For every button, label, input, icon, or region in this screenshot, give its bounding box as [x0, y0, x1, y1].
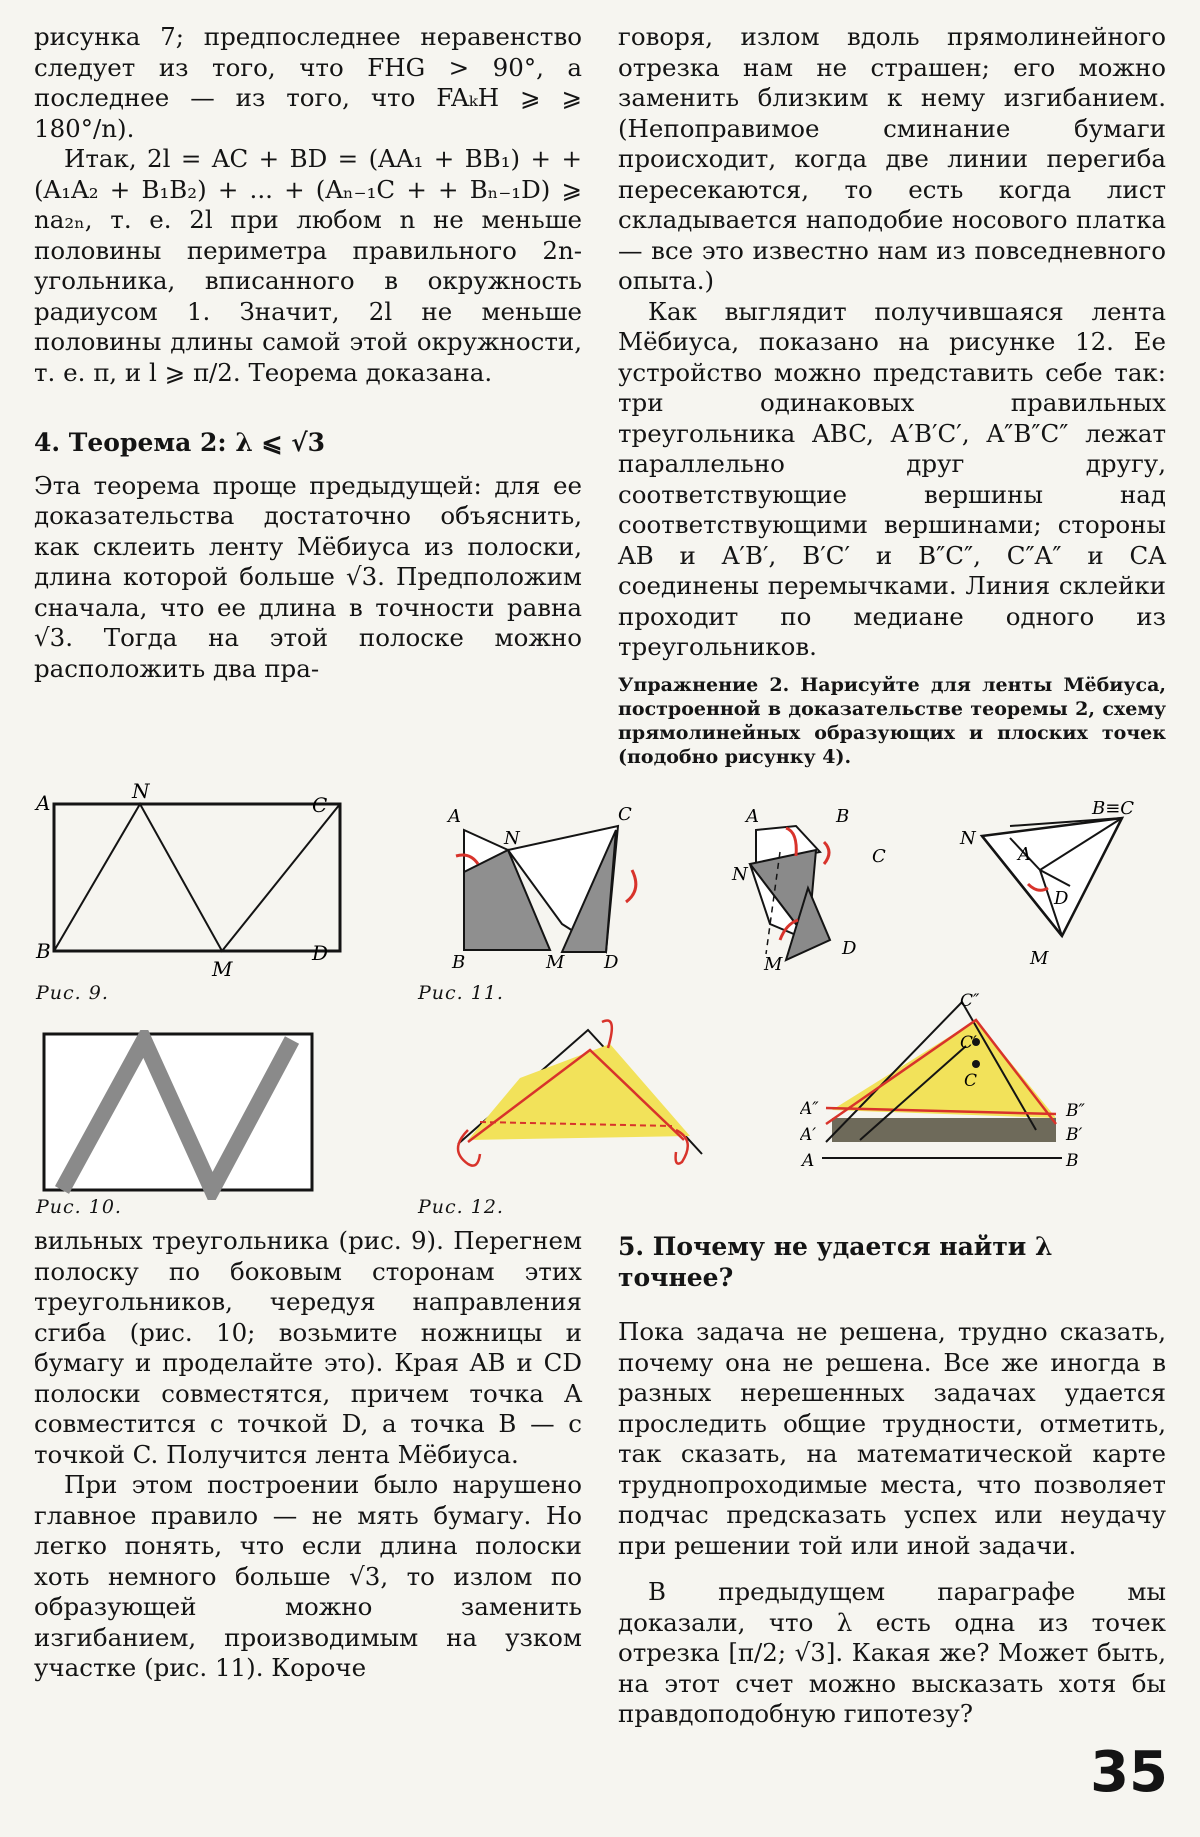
fig11b-label-A: A: [746, 806, 759, 827]
fig11c-label-BC: B≡C: [1092, 800, 1135, 819]
fig11b-label-M: M: [764, 954, 783, 975]
fig11a-label-A: A: [448, 806, 461, 827]
page-number: 35: [1090, 1740, 1168, 1805]
figure-11-step-2: [720, 800, 900, 980]
right-column: [618, 22, 1166, 769]
left-bottom-paragraph-1: вильных треугольника (рис. 9). Перегнем полоску по боковым сторонам этих треугольников, чередуя направления сгиба (рис. 10; возьмите ножницы и бумагу и проделайте это). Края AB и CD полоски совместятся, причем точка A совместится с точкой D, а точка B — с точкой C. Получится лента Мёбиуса.: [34, 1226, 582, 1469]
fig12-label-B2: B″: [1066, 1101, 1085, 1121]
fig9-label-C: C: [312, 793, 328, 817]
left-paragraph-1: рисунка 7; предпоследнее неравенство следует из того, что FHG > 90°, а последнее — из того, что FAₖH ⩾ ⩾ 180°/n).: [34, 22, 582, 143]
fig12-label-A2: A″: [800, 1099, 819, 1119]
fig9-label-N: N: [132, 780, 150, 803]
fig12-label-B0: B: [1066, 1151, 1079, 1171]
fig12-label-C1: C′: [960, 1033, 977, 1053]
exercise-2: Упражнение 2. Нарисуйте для ленты Мёбиуса, построенной в доказательстве теоремы 2, схему прямолинейных образующих и плоских точек (подобно рисунку 4).: [618, 673, 1166, 768]
fig11a-label-B: B: [452, 952, 466, 973]
fig9-label-A: A: [36, 791, 51, 815]
fig12-label-C0: C: [964, 1071, 978, 1091]
fig11c-label-N: N: [960, 828, 976, 849]
fig11a-label-M: M: [546, 952, 565, 973]
right-bottom-paragraph-2: В предыдущем параграфе мы доказали, что λ есть одна из точек отрезка [π/2; √3]. Какая же? Может быть, на этот счет можно высказать хотя бы правдоподобную гипотезу?: [618, 1577, 1166, 1728]
fig11c-label-A: A: [1018, 844, 1031, 865]
right-bottom-paragraph-1: Пока задача не решена, трудно сказать, почему она не решена. Все же иногда в разных нерешенных задачах удается проследить общие трудности, отметить, так сказать, на математической карте труднопроходимые места, что позволяет подчас предсказать успех или неудачу при решении той или иной задачи.: [618, 1317, 1166, 1560]
fig11c-label-M: M: [1030, 948, 1049, 969]
fig12-caption: Рис. 12.: [418, 1196, 504, 1218]
fig11b-label-N: N: [732, 864, 748, 885]
fig11a-label-N: N: [504, 828, 520, 849]
figure-12-right: [800, 990, 1130, 1180]
right-paragraph-2: Как выглядит получившаяся лента Мёбиуса, показано на рисунке 12. Ее устройство можно представить себе так: три одинаковых правильных треугольника ABC, A′B′C′, A″B″C″ лежат параллельно друг другу, соответствующие вершины над соответствующими вершинами; стороны AB и A′B′, B′C′ и B″C″, C″A″ и CA соединены перемычками. Линия склейки проходит по медиане одного из треугольников.: [618, 296, 1166, 661]
right-column-bottom: [618, 1232, 1166, 1730]
fig11c-label-D: D: [1054, 888, 1069, 909]
fig11b-label-C: C: [872, 846, 886, 867]
fig9-caption: Рис. 9.: [36, 982, 109, 1004]
fig10-caption: Рис. 10.: [36, 1196, 122, 1218]
fig12-label-C2: C″: [960, 991, 980, 1011]
figure-11-step-3: [950, 800, 1170, 980]
fig11b-label-D: D: [842, 938, 857, 959]
fig11b-label-B: B: [836, 806, 850, 827]
figure-9: [30, 780, 350, 980]
left-paragraph-2: Итак, 2l = AC + BD = (AA₁ + BB₁) + + (A₁A₂ + B₁B₂) + ... + (Aₙ₋₁C + + Bₙ₋₁D) ⩾ na₂ₙ, т. е. 2l при любом n не меньше половины периметра правильного 2n-угольника, вписанного в окружность радиусом 1. Значит, 2l не меньше половины длины самой этой окружности, т. е. π, и l ⩾ π/2. Теорема доказана.: [34, 144, 582, 387]
fig11a-label-D: D: [604, 952, 619, 973]
fig12-label-A1: A′: [800, 1125, 817, 1145]
fig12-label-B1: B′: [1066, 1125, 1083, 1145]
left-paragraph-3: Эта теорема проще предыдущей: для ее доказательства достаточно объяснить, как склеить ленту Мёбиуса из полоски, длина которой больше √3. Предположим сначала, что ее длина в точности равна √3. Тогда на этой полоске можно расположить два пра-: [34, 470, 582, 683]
figure-11-step-1: [440, 800, 660, 980]
fig11a-label-C: C: [618, 804, 632, 825]
fig12-label-A0: A: [802, 1151, 815, 1171]
fig9-label-D: D: [312, 941, 329, 965]
section-4-heading: 4. Теорема 2: λ ⩽ √3: [34, 428, 326, 457]
section-5-heading: 5. Почему не удается найти λ точнее?: [618, 1232, 1053, 1292]
figure-12-left: [440, 1010, 720, 1190]
right-paragraph-1: говоря, излом вдоль прямолинейного отрезка нам не страшен; его можно заменить близким к нему изгибанием. (Непоправимое сминание бумаги происходит, когда две линии перегиба пересекаются, то есть когда лист складывается наподобие носового платка — все это известно нам из повседневного опыта.): [618, 22, 1166, 295]
left-column-bottom: [34, 1226, 582, 1684]
fig9-label-B: B: [36, 939, 51, 963]
fig9-label-M: M: [212, 957, 233, 980]
left-column: [34, 22, 582, 684]
fig11-caption: Рис. 11.: [418, 982, 504, 1004]
figure-10: [40, 1030, 320, 1200]
left-bottom-paragraph-2: При этом построении было нарушено главное правило — не мять бумагу. Но легко понять, что если длина полоски хоть немного больше √3, то излом по образующей можно заменить изгибанием, производимым на узком участке (рис. 11). Короче: [34, 1470, 582, 1682]
